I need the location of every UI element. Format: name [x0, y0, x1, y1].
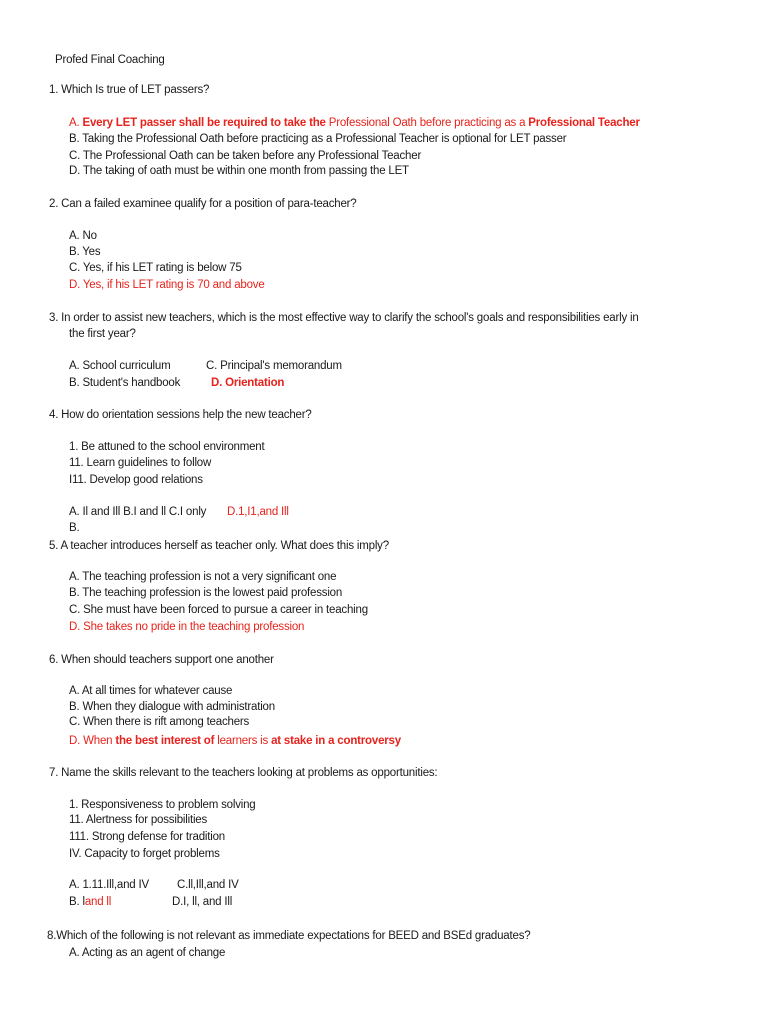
- q4-item-3: I11. Develop good relations: [69, 474, 203, 486]
- question-1: 1. Which Is true of LET passers?: [49, 84, 210, 96]
- q7-b-red: and ll: [84, 896, 112, 908]
- q1-a-mid: Professional Oath before practicing as a: [325, 117, 529, 129]
- q4-choices: A. Il and Ill B.I and ll C.I only: [69, 506, 207, 518]
- q4-answer-d: D.1,I1,and Ill: [227, 506, 289, 518]
- q7-b-prefix: B. l: [69, 896, 85, 908]
- q1-option-d: D. The taking of oath must be within one month from passing the LET: [69, 165, 409, 177]
- question-5: 5. A teacher introduces herself as teacher only. What does this imply?: [49, 540, 389, 552]
- q6-option-a: A. At all times for whatever cause: [69, 685, 233, 697]
- q6-d-bold-2: at stake in a controversy: [271, 735, 401, 747]
- question-4: 4. How do orientation sessions help the new teacher?: [49, 409, 312, 421]
- q3-option-b: B. Student's handbook: [69, 377, 181, 389]
- q1-a-prefix: A.: [69, 117, 83, 129]
- q1-answer-a: [69, 115, 640, 131]
- q2-option-a: A. No: [69, 230, 97, 242]
- question-8: 8.Which of the following is not relevant as immediate expectations for BEED and BSEd graduates?: [47, 930, 531, 942]
- q1-a-bold-1: Every LET passer shall be required to take the: [82, 117, 326, 129]
- q7-item-4: IV. Capacity to forget problems: [69, 848, 220, 860]
- q3-option-c: C. Principal's memorandum: [206, 360, 342, 372]
- q6-answer-d: [69, 733, 401, 749]
- q1-option-c: C. The Professional Oath can be taken before any Professional Teacher: [69, 150, 422, 162]
- q7-item-2: 11. Alertness for possibilities: [69, 814, 208, 826]
- q3-option-a: A. School curriculum: [69, 360, 171, 372]
- question-2: 2. Can a failed examinee qualify for a position of para-teacher?: [49, 198, 357, 210]
- q7-option-d: D.I, ll, and Ill: [172, 896, 233, 908]
- q7-item-1: 1. Responsiveness to problem solving: [69, 799, 256, 811]
- question-7: 7. Name the skills relevant to the teachers looking at problems as opportunities:: [49, 767, 438, 779]
- q4-item-1: 1. Be attuned to the school environment: [69, 441, 265, 453]
- q2-answer-d: D. Yes, if his LET rating is 70 and above: [69, 279, 265, 291]
- q4-item-2: 11. Learn guidelines to follow: [69, 457, 212, 469]
- q7-item-3: 111. Strong defense for tradition: [69, 831, 225, 843]
- q7-option-a: A. 1.11.Ill,and IV: [69, 879, 149, 891]
- q1-option-b: B. Taking the Professional Oath before practicing as a Professional Teacher is optional for LET passer: [69, 133, 567, 145]
- q1-a-bold-2: Professional Teacher: [528, 117, 640, 129]
- q4-stray-text: B.: [69, 522, 80, 534]
- q6-d-prefix: D. When: [69, 735, 116, 747]
- question-3-line-2: the first year?: [69, 328, 136, 340]
- q6-d-mid: learners is: [214, 735, 272, 747]
- q6-option-b: B. When they dialogue with administration: [69, 701, 275, 713]
- question-6: 6. When should teachers support one another: [49, 654, 274, 666]
- q6-d-bold-1: the best interest of: [115, 735, 215, 747]
- q7-option-c: C.ll,Ill,and IV: [177, 879, 239, 891]
- q7-answer-b: [69, 894, 111, 910]
- q2-option-b: B. Yes: [69, 246, 101, 258]
- q5-option-a: A. The teaching profession is not a very significant one: [69, 571, 337, 583]
- q8-option-a: A. Acting as an agent of change: [69, 947, 226, 959]
- q5-answer-d: D. She takes no pride in the teaching profession: [69, 621, 305, 633]
- page-title: Profed Final Coaching: [55, 54, 165, 66]
- question-3-line-1: 3. In order to assist new teachers, which is the most effective way to clarify the school's goals and responsibilities early in: [49, 312, 639, 324]
- q5-option-b: B. The teaching profession is the lowest paid profession: [69, 587, 343, 599]
- q3-answer-d: D. Orientation: [211, 377, 285, 389]
- q6-option-c: C. When there is rift among teachers: [69, 716, 250, 728]
- q5-option-c: C. She must have been forced to pursue a career in teaching: [69, 604, 368, 616]
- q2-option-c: C. Yes, if his LET rating is below 75: [69, 262, 242, 274]
